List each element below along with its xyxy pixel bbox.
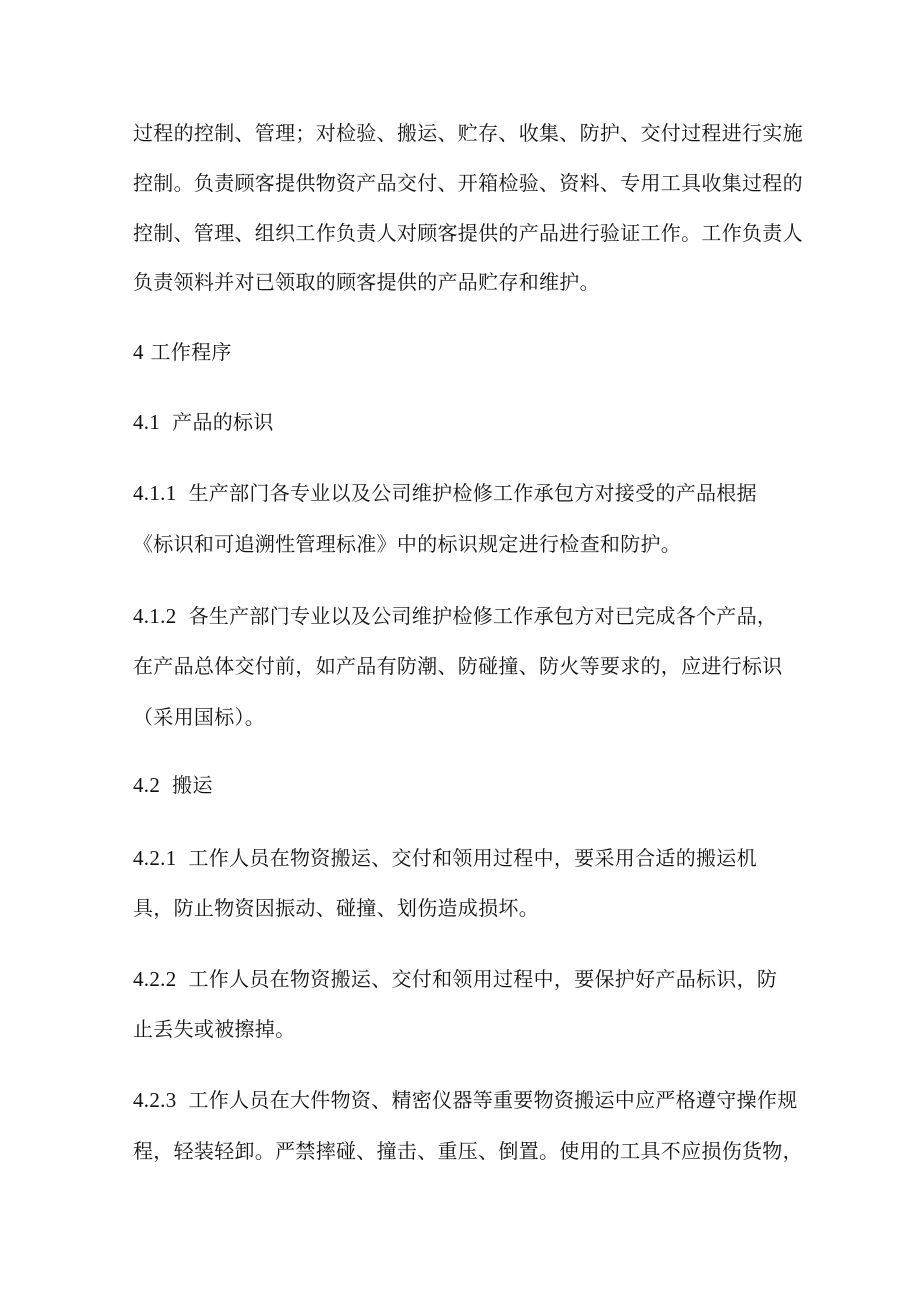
- clause-text: 各生产部门专业以及公司维护检修工作承包方对已完成各个产品，: [188, 604, 778, 628]
- section-number: 4: [133, 340, 144, 364]
- clause-text: 工作人员在物资搬运、交付和领用过程中，要保护好产品标识，防: [188, 967, 778, 991]
- clause-text: 工作人员在大件物资、精密仪器等重要物资搬运中应严格遵守操作规: [188, 1088, 798, 1112]
- clause-4-2-1-line-1: [133, 845, 757, 871]
- clause-4-1-2-line-2: 在产品总体交付前，如产品有防潮、防碰撞、防火等要求的，应进行标识: [133, 654, 783, 678]
- section-number: 4.1: [133, 410, 161, 434]
- section-title: 工作程序: [150, 340, 232, 364]
- clause-number: 4.2.2: [133, 967, 177, 991]
- section-4-2-heading: [133, 772, 213, 798]
- section-4-1-heading: [133, 409, 274, 435]
- clause-number: 4.2.3: [133, 1088, 177, 1112]
- intro-line-3: 控制、管理、组织工作负责人对顾客提供的产品进行验证工作。工作负责人: [133, 221, 803, 245]
- clause-4-2-3-line-2: 程，轻装轻卸。严禁摔碰、撞击、重压、倒置。使用的工具不应损伤货物，: [133, 1139, 803, 1163]
- section-4-heading: [133, 339, 232, 365]
- clause-4-1-1-line-1: [133, 480, 757, 506]
- clause-4-1-1-line-2: 《标识和可追溯性管理标准》中的标识规定进行检查和防护。: [133, 532, 682, 556]
- intro-line-4: 负责领料并对已领取的顾客提供的产品贮存和维护。: [133, 270, 600, 294]
- clause-4-2-1-line-2: 具，防止物资因振动、碰撞、划伤造成损坏。: [133, 896, 539, 920]
- intro-line-2: 控制。负责顾客提供物资产品交付、开箱检验、资料、专用工具收集过程的: [133, 171, 803, 195]
- clause-4-2-2-line-1: [133, 966, 777, 992]
- clause-number: 4.2.1: [133, 846, 177, 870]
- clause-4-2-2-line-2: 止丢失或被擦掉。: [133, 1017, 296, 1041]
- clause-4-2-3-line-1: [133, 1087, 798, 1113]
- clause-number: 4.1.2: [133, 604, 177, 628]
- section-title: 搬运: [172, 773, 213, 797]
- clause-number: 4.1.1: [133, 481, 177, 505]
- section-number: 4.2: [133, 773, 161, 797]
- clause-text: 生产部门各专业以及公司维护检修工作承包方对接受的产品根据: [188, 481, 757, 505]
- clause-4-1-2-line-1: [133, 603, 777, 629]
- clause-4-1-2-line-3: （采用国标）。: [133, 705, 266, 729]
- clause-text: 工作人员在物资搬运、交付和领用过程中，要采用合适的搬运机: [188, 846, 757, 870]
- intro-line-1: 过程的控制、管理；对检验、搬运、贮存、收集、防护、交付过程进行实施: [133, 121, 803, 145]
- section-title: 产品的标识: [172, 410, 274, 434]
